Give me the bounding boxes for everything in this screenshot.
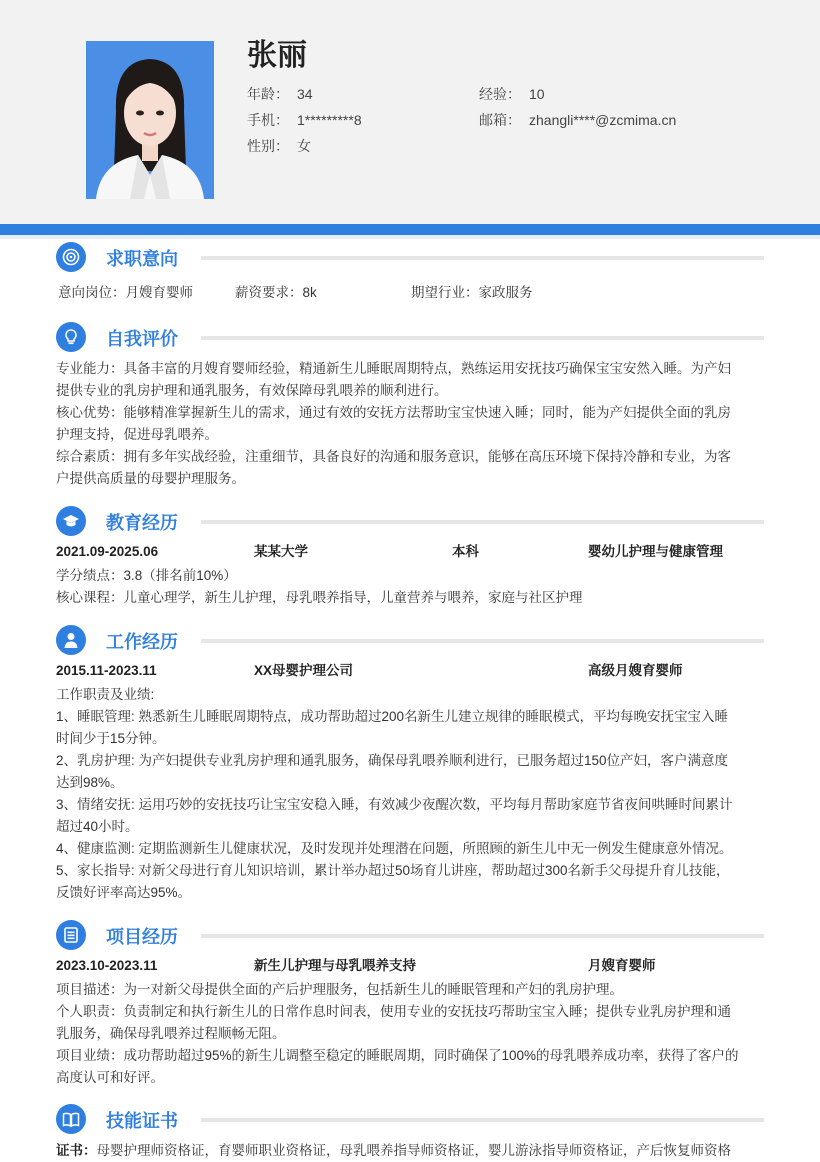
- section-title: 求职意向: [106, 249, 178, 269]
- section-title: 项目经历: [106, 927, 178, 947]
- education-row: [56, 541, 766, 563]
- section-divider: [201, 1118, 764, 1122]
- phone-field: [247, 110, 362, 130]
- education-courses: 核心课程：儿童心理学，新生儿护理，母乳喂养指导，儿童营养与喂养，家庭与社区护理: [56, 590, 583, 605]
- text-line: 3、情绪安抚: 运用巧妙的安抚技巧让宝宝安稳入睡，有效减少夜醒次数，平均每月帮助家庭节省夜间哄睡时间累计: [56, 797, 733, 812]
- text-line: 时间少于15分钟。: [56, 731, 166, 746]
- project-details: [56, 979, 766, 1089]
- education-date: 2021.09-2025.06: [56, 544, 159, 559]
- project-name: 新生儿护理与母乳喂养支持: [254, 958, 416, 973]
- text-line: 5、家长指导: 对新父母进行育儿知识培训，累计举办超过50场育儿讲座，帮助超过300名新手父母提升育儿技能，: [56, 863, 730, 878]
- text-line: 4、健康监测: 定期监测新生儿健康状况，及时发现并处理潜在问题，所照顾的新生儿中无一例发生健康意外情况。: [56, 841, 733, 856]
- experience-label: 经验：: [479, 86, 521, 102]
- text-line: 项目描述：为一对新父母提供全面的产后护理服务，包括新生儿的睡眠管理和产妇的乳房护理。: [56, 982, 623, 997]
- age-label: 年龄：: [247, 86, 289, 102]
- section-divider: [201, 256, 764, 260]
- work-row: [56, 660, 766, 682]
- age-field: [247, 84, 313, 104]
- text-line: 达到98%。: [56, 775, 124, 790]
- person-icon: [56, 625, 86, 655]
- work-company: XX母婴护理公司: [254, 663, 354, 678]
- text-line: 专业能力：具备丰富的月嫂育婴师经验，精通新生儿睡眠周期特点，熟练运用安抚技巧确保宝宝安然入睡。为产妇: [56, 361, 731, 376]
- section-divider: [201, 520, 764, 524]
- experience-value: 10: [529, 86, 545, 102]
- text-line: 个人职责：负责制定和执行新生儿的日常作息时间表，使用专业的安抚技巧帮助宝宝入睡；提供专业乳房护理和通: [56, 1004, 731, 1019]
- section-divider: [201, 336, 764, 340]
- header-accent-band: [0, 224, 820, 235]
- text-line: 工作职责及业绩:: [56, 687, 155, 702]
- text-line: 护理支持，促进母乳喂养。: [56, 427, 218, 442]
- education-gpa: 学分绩点：3.8（排名前10%）: [56, 568, 237, 583]
- section-job-intent: [56, 242, 764, 272]
- experience-field: [479, 84, 545, 104]
- text-line: 1、睡眠管理: 熟悉新生儿睡眠周期特点，成功帮助超过200名新生儿建立规律的睡眠模式，平均每晚安抚宝宝入睡: [56, 709, 729, 724]
- text-line: 反馈好评率高达95%。: [56, 885, 192, 900]
- section-title: 教育经历: [106, 513, 178, 533]
- gender-label: 性别：: [247, 138, 289, 154]
- intent-salary: 薪资要求：8k: [235, 285, 317, 300]
- text-line: 项目业绩：成功帮助超过95%的新生儿调整至稳定的睡眠周期，同时确保了100%的母乳喂养成功率，获得了客户的: [56, 1048, 739, 1063]
- section-work-experience: [56, 625, 764, 655]
- text-line: 2、乳房护理: 为产妇提供专业乳房护理和通乳服务，确保母乳喂养顺利进行，已服务超过150位产妇，客户满意度: [56, 753, 729, 768]
- section-project-experience: [56, 920, 764, 950]
- text-line: 超过40小时。: [56, 819, 139, 834]
- section-title: 自我评价: [106, 329, 178, 349]
- lightbulb-icon: [56, 322, 86, 352]
- book-icon: [56, 1104, 86, 1134]
- section-title: 工作经历: [106, 632, 178, 652]
- candidate-name: 张丽: [247, 39, 307, 72]
- certificates-line: [56, 1140, 766, 1162]
- work-details: [56, 684, 766, 904]
- text-line: 高度认可和好评。: [56, 1070, 164, 1085]
- certificates-text: 母婴护理师资格证，育婴师职业资格证，母乳喂养指导师资格证，婴儿游泳指导师资格证，产后恢复师资格: [96, 1143, 731, 1158]
- text-line: 户提供高质量的母婴护理服务。: [56, 471, 245, 486]
- section-divider: [201, 934, 764, 938]
- education-details: [56, 565, 766, 609]
- section-self-evaluation: [56, 322, 764, 352]
- certificates-label: 证书：: [56, 1143, 97, 1158]
- target-icon: [56, 242, 86, 272]
- header-accent-shadow: [0, 235, 820, 239]
- email-field: [479, 110, 676, 130]
- work-role: 高级月嫂育婴师: [588, 663, 683, 678]
- portrait-image: [86, 41, 214, 199]
- resume-header: [0, 0, 820, 224]
- text-line: 核心优势：能够精准掌握新生儿的需求，通过有效的安抚方法帮助宝宝快速入睡；同时，能为产妇提供全面的乳房: [56, 405, 731, 420]
- job-intent-row: [56, 282, 766, 304]
- section-skills: [56, 1104, 764, 1134]
- text-line: 综合素质：拥有多年实战经验，注重细节，具备良好的沟通和服务意识，能够在高压环境下保持冷静和专业，为客: [56, 449, 731, 464]
- gender-field: [247, 136, 311, 156]
- project-date: 2023.10-2023.11: [56, 958, 158, 973]
- section-divider: [201, 639, 764, 643]
- graduation-cap-icon: [56, 506, 86, 536]
- self-evaluation-text: [56, 358, 766, 490]
- list-icon: [56, 920, 86, 950]
- education-degree: 本科: [452, 544, 479, 559]
- intent-position: 意向岗位：月嫂育婴师: [58, 285, 193, 300]
- text-line: 提供专业的乳房护理和通乳服务，有效保障母乳喂养的顺利进行。: [56, 383, 448, 398]
- work-date: 2015.11-2023.11: [56, 663, 157, 678]
- project-row: [56, 955, 766, 977]
- education-major: 婴幼儿护理与健康管理: [588, 544, 723, 559]
- education-school: 某某大学: [254, 544, 308, 559]
- phone-value: 1*********8: [297, 112, 362, 128]
- project-role: 月嫂育婴师: [588, 958, 656, 973]
- intent-industry: 期望行业：家政服务: [411, 285, 533, 300]
- email-label: 邮箱：: [479, 112, 521, 128]
- gender-value: 女: [297, 138, 311, 154]
- email-value[interactable]: zhangli****@zcmima.cn: [529, 112, 677, 128]
- profile-photo: [86, 41, 214, 199]
- age-value: 34: [297, 86, 313, 102]
- skills-details: [56, 1140, 766, 1162]
- section-title: 技能证书: [106, 1111, 178, 1131]
- text-line: 乳服务，确保母乳喂养过程顺畅无阻。: [56, 1026, 286, 1041]
- section-education: [56, 506, 764, 536]
- phone-label: 手机：: [247, 112, 289, 128]
